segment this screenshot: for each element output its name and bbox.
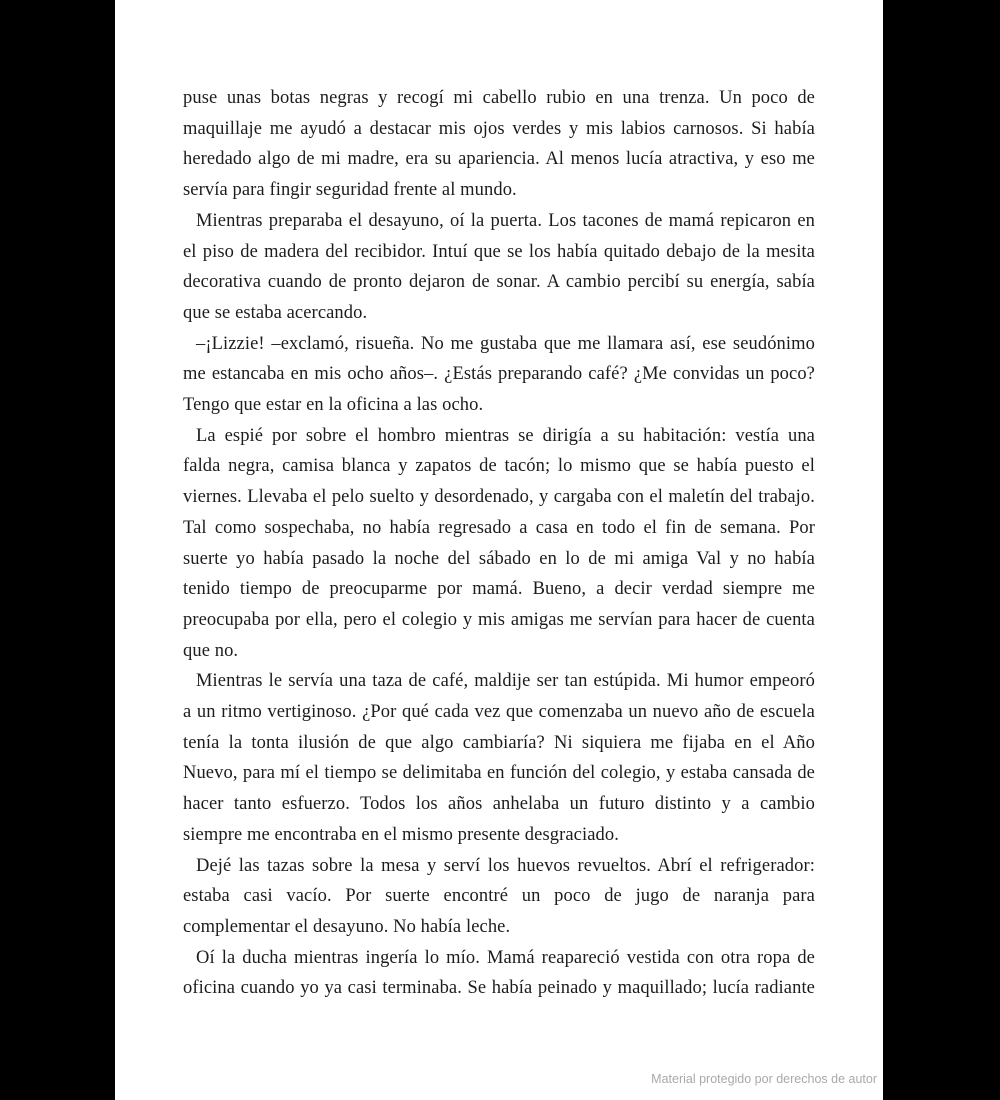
text-line: hacer tanto esfuerzo. Todos los años anhelaba un futuro distinto y a cambio <box>183 794 815 815</box>
copyright-watermark: Material protegido por derechos de autor <box>651 1072 877 1086</box>
right-black-margin <box>883 0 1000 1100</box>
text-line: que no. <box>183 640 239 661</box>
text-line: heredado algo de mi madre, era su apariencia. Al menos lucía atractiva, y eso me <box>183 149 815 170</box>
text-line: decorativa cuando de pronto dejaron de sonar. A cambio percibí su energía, sabía <box>183 272 815 293</box>
text-line: que se estaba acercando. <box>183 302 368 323</box>
text-line: oficina cuando yo ya casi terminaba. Se había peinado y maquillado; lucía radiante <box>183 978 815 999</box>
text-line: tenía la tonta ilusión de que algo cambiaría? Ni siquiera me fijaba en el Año <box>183 732 815 753</box>
text-line: Mientras le servía una taza de café, maldije ser tan estúpida. Mi humor empeoró <box>196 671 815 692</box>
text-line: viernes. Llevaba el pelo suelto y desordenado, y cargaba con el maletín del trabajo. <box>183 487 815 508</box>
text-line: Tal como sospechaba, no había regresado a casa en todo el fin de semana. Por <box>183 517 815 538</box>
text-line: estaba casi vacío. Por suerte encontré un poco de jugo de naranja para <box>183 886 815 907</box>
left-black-margin <box>0 0 115 1100</box>
text-line: puse unas botas negras y recogí mi cabello rubio en una trenza. Un poco de <box>183 88 815 108</box>
text-line: a un ritmo vertiginoso. ¿Por qué cada vez que comenzaba un nuevo año de escuela <box>183 702 815 723</box>
text-line: Oí la ducha mientras ingería lo mío. Mamá reapareció vestida con otra ropa de <box>196 947 815 968</box>
text-line: me estancaba en mis ocho años–. ¿Estás preparando café? ¿Me convidas un poco? <box>183 364 815 385</box>
text-line: La espié por sobre el hombro mientras se dirigía a su habitación: vestía una <box>196 425 815 446</box>
text-line: preocupaba por ella, pero el colegio y mis amigas me servían para hacer de cuenta <box>183 609 815 630</box>
text-line: falda negra, camisa blanca y zapatos de tacón; lo mismo que se había puesto el <box>183 456 815 477</box>
text-line: siempre me encontraba en el mismo presente desgraciado. <box>183 824 619 845</box>
text-line: el piso de madera del recibidor. Intuí que se los había quitado debajo de la mesita <box>183 241 815 262</box>
text-line: –¡Lizzie! –exclamó, risueña. No me gustaba que me llamara así, ese seudónimo <box>196 333 815 354</box>
text-line: Tengo que estar en la oficina a las ocho. <box>183 395 484 416</box>
text-line: complementar el desayuno. No había leche. <box>183 916 511 937</box>
text-line: suerte yo había pasado la noche del sábado en lo de mi amiga Val y no había <box>183 548 815 569</box>
text-line: Dejé las tazas sobre la mesa y serví los huevos revueltos. Abrí el refrigerador: <box>196 855 815 876</box>
text-line: servía para fingir seguridad frente al mundo. <box>183 180 517 201</box>
text-line: tenido tiempo de preocuparme por mamá. Bueno, a decir verdad siempre me <box>183 579 815 600</box>
text-line: Nuevo, para mí el tiempo se delimitaba en función del colegio, y estaba cansada de <box>183 763 815 784</box>
text-line: maquillaje me ayudó a destacar mis ojos verdes y mis labios carnosos. Si había <box>183 118 815 139</box>
book-page <box>115 0 883 1100</box>
page-text-block <box>183 83 815 1004</box>
text-line: Mientras preparaba el desayuno, oí la puerta. Los tacones de mamá repicaron en <box>196 210 815 231</box>
